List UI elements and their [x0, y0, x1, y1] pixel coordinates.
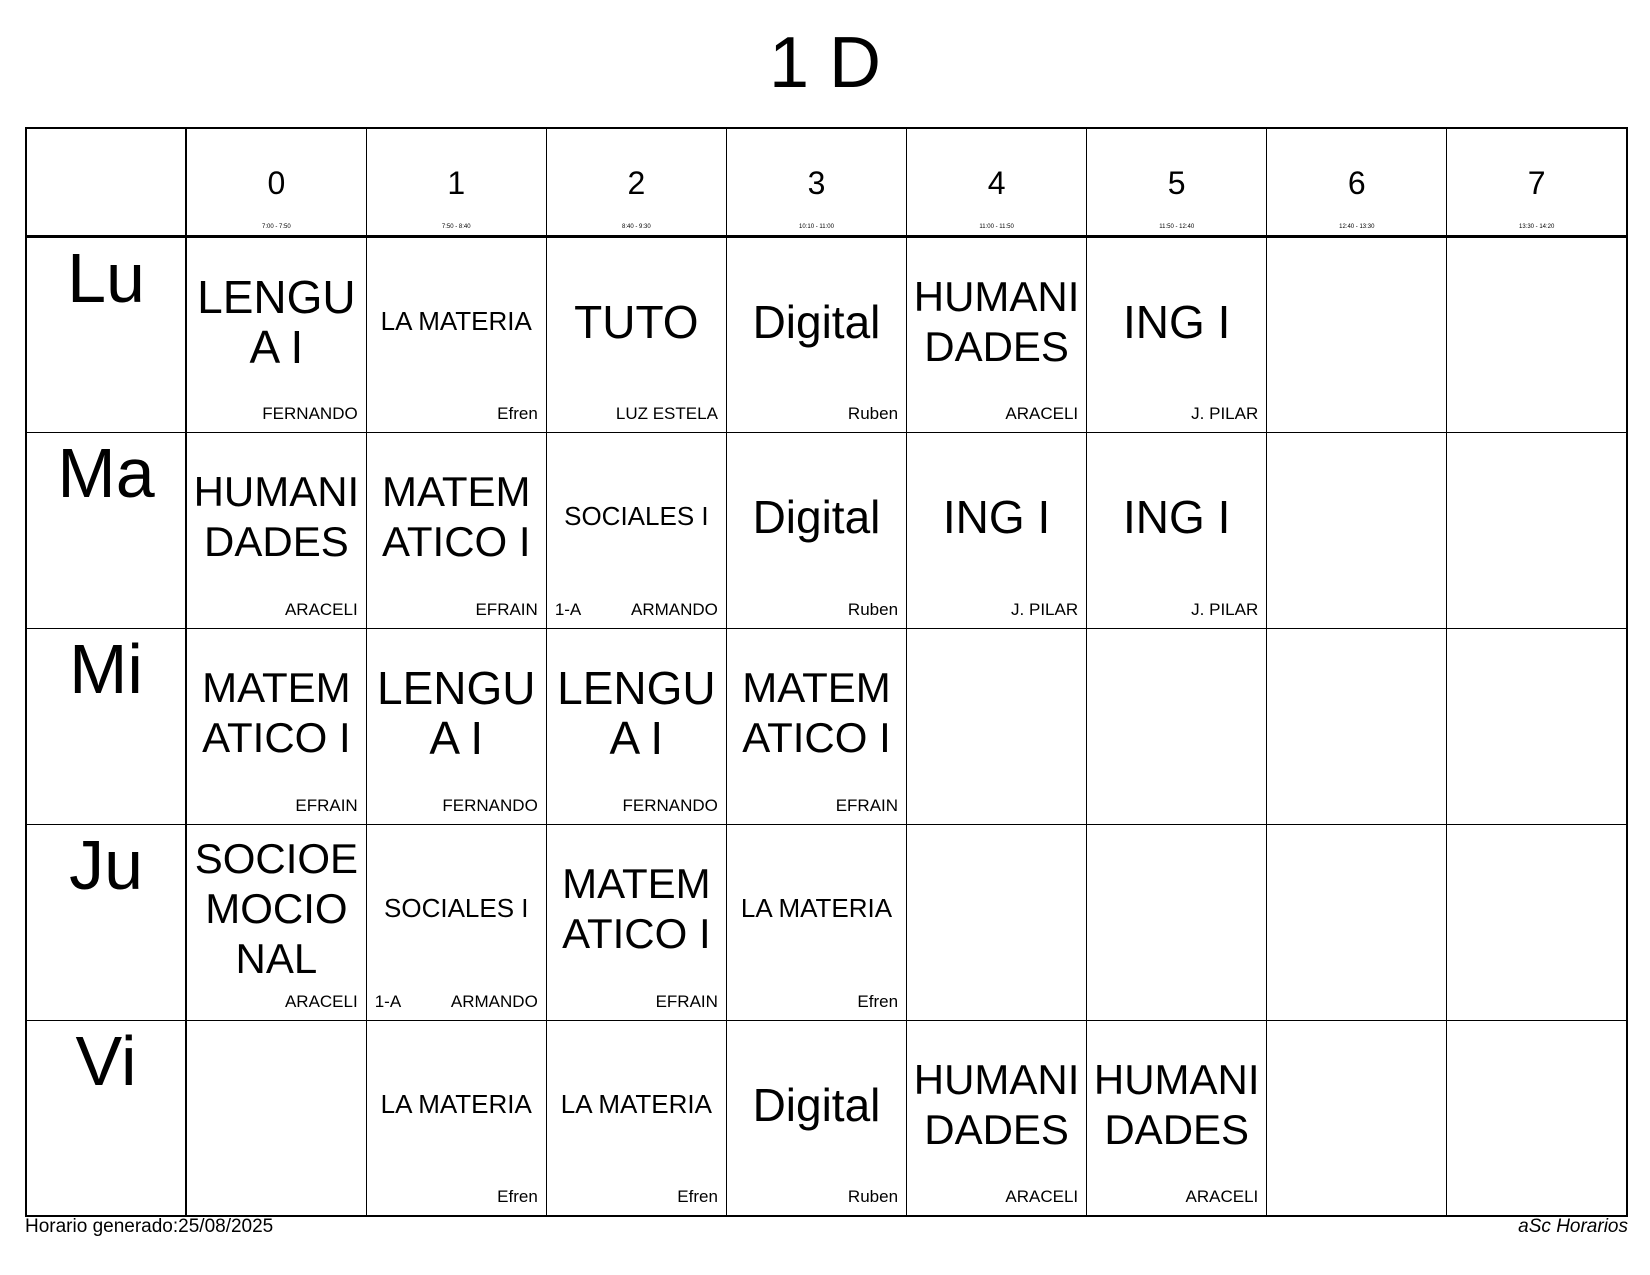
period-number: 7: [1527, 165, 1546, 201]
lesson-cell: [1087, 432, 1267, 628]
empty-cell: [907, 628, 1087, 824]
lesson-cell: [546, 1020, 726, 1216]
lesson-cell: [907, 236, 1087, 432]
subject-name: SOCIOE MOCIO NAL: [194, 835, 359, 982]
subject-name: ING I: [1123, 491, 1231, 543]
group-label: 1-A: [554, 599, 582, 619]
lesson-cell: [1087, 236, 1267, 432]
empty-cell: [1267, 1020, 1447, 1216]
lesson-cell: [726, 824, 906, 1020]
empty-cell: [1447, 628, 1627, 824]
empty-cell: [1087, 628, 1267, 824]
teacher-name: ARACELI: [1005, 1187, 1079, 1206]
empty-cell: [1087, 824, 1267, 1020]
period-time: 11:00 - 11:50: [979, 224, 1014, 230]
teacher-name: Efren: [857, 991, 899, 1011]
subject-name: MATEM ATICO I: [381, 468, 531, 565]
period-number: 1: [447, 165, 466, 201]
subject-name: ING I: [1123, 295, 1231, 348]
subject-name: LA MATERIA: [560, 1088, 712, 1119]
subject-name: MATEM ATICO I: [202, 664, 351, 761]
subject-name: SOCIALES I: [384, 893, 529, 924]
day-row-ju: [26, 824, 1627, 1020]
teacher-name: ARACELI: [284, 991, 358, 1011]
subject-name: HUMANI DADES: [1093, 1055, 1260, 1153]
subject-name: LA MATERIA: [380, 305, 532, 336]
timetable-title: 1 D: [768, 23, 882, 103]
subject-name: TUTO: [574, 295, 699, 348]
empty-cell: [1447, 236, 1627, 432]
teacher-name: J. PILAR: [1011, 599, 1079, 619]
period-header-1: [366, 128, 546, 236]
teacher-name: EFRAIN: [835, 795, 899, 815]
teacher-name: ARMANDO: [450, 991, 538, 1011]
empty-cell: [1447, 432, 1627, 628]
lesson-cell: [1087, 1020, 1267, 1216]
teacher-name: Efren: [497, 403, 538, 423]
period-number: 6: [1347, 165, 1366, 201]
period-header-row: [26, 128, 1627, 236]
lesson-cell: [546, 236, 726, 432]
period-number: 0: [267, 165, 286, 201]
period-header-6: [1267, 128, 1447, 236]
brand-label: aSc Horarios: [1518, 1216, 1628, 1237]
teacher-name: EFRAIN: [475, 599, 538, 619]
day-row-vi: [26, 1020, 1627, 1216]
empty-cell: [1447, 1020, 1627, 1216]
subject-name: MATEM ATICO I: [742, 664, 891, 761]
teacher-name: J. PILAR: [1191, 403, 1259, 423]
period-time: 10:10 - 11:00: [799, 224, 834, 230]
teacher-name: FERNANDO: [622, 795, 718, 815]
day-label: Mi: [26, 628, 186, 824]
lesson-cell: [907, 432, 1087, 628]
lesson-cell: [726, 236, 906, 432]
lesson-cell: [546, 432, 726, 628]
period-time: 11:50 - 12:40: [1159, 224, 1195, 230]
lesson-cell: [366, 1020, 546, 1216]
period-number: 2: [627, 165, 646, 201]
subject-name: LENGU A I: [557, 662, 716, 764]
teacher-name: ARMANDO: [631, 599, 718, 619]
period-time: 7:00 - 7:50: [262, 224, 291, 230]
period-header-3: [726, 128, 906, 236]
teacher-name: Ruben: [847, 599, 899, 619]
empty-cell: [1267, 432, 1447, 628]
empty-cell: [1447, 824, 1627, 1020]
timetable-body: [26, 236, 1627, 1216]
lesson-cell: [186, 236, 366, 432]
day-label: Lu: [26, 236, 186, 432]
period-number: 3: [807, 165, 826, 201]
period-header-7: [1447, 128, 1627, 236]
timetable-grid: [25, 127, 1628, 1217]
teacher-name: FERNANDO: [262, 403, 358, 423]
subject-name: LA MATERIA: [380, 1088, 532, 1119]
lesson-cell: [726, 628, 906, 824]
empty-cell: [1267, 236, 1447, 432]
empty-cell: [1267, 628, 1447, 824]
teacher-name: ARACELI: [1185, 1187, 1259, 1206]
subject-name: HUMANI DADES: [913, 1055, 1080, 1153]
subject-name: Digital: [752, 491, 881, 543]
empty-cell: [186, 1020, 366, 1216]
teacher-name: FERNANDO: [442, 795, 538, 815]
subject-name: ING I: [942, 491, 1051, 543]
period-header-5: [1087, 128, 1267, 236]
lesson-cell: [546, 824, 726, 1020]
lesson-cell: [186, 628, 366, 824]
period-time: 12:40 - 13:30: [1339, 224, 1375, 230]
day-label: Ju: [26, 824, 186, 1020]
period-header-2: [546, 128, 726, 236]
lesson-cell: [907, 1020, 1087, 1216]
period-number: 4: [987, 165, 1006, 201]
day-row-ma: [26, 432, 1627, 628]
teacher-name: J. PILAR: [1191, 599, 1259, 619]
subject-name: HUMANI DADES: [913, 272, 1080, 370]
subject-name: LENGU A I: [377, 662, 536, 764]
subject-name: SOCIALES I: [564, 501, 709, 532]
teacher-name: Ruben: [847, 1187, 899, 1206]
period-time: 13:30 - 14:20: [1518, 224, 1555, 230]
period-header-0: [186, 128, 366, 236]
group-label: 1-A: [374, 991, 402, 1011]
teacher-name: Efren: [497, 1187, 538, 1206]
teacher-name: EFRAIN: [295, 795, 358, 815]
subject-name: Digital: [752, 295, 881, 348]
day-row-mi: [26, 628, 1627, 824]
lesson-cell: [546, 628, 726, 824]
period-header-4: [907, 128, 1087, 236]
lesson-cell: [366, 236, 546, 432]
subject-name: MATEM ATICO I: [562, 860, 711, 957]
lesson-cell: [726, 432, 906, 628]
corner-cell: [26, 128, 186, 236]
teacher-name: EFRAIN: [655, 991, 718, 1011]
period-time: 8:40 - 9:30: [622, 224, 651, 230]
teacher-name: LUZ ESTELA: [615, 403, 718, 423]
teacher-name: ARACELI: [284, 599, 358, 619]
day-label: Ma: [26, 432, 186, 628]
lesson-cell: [366, 628, 546, 824]
day-label: Vi: [26, 1020, 186, 1216]
empty-cell: [907, 824, 1087, 1020]
subject-name: LENGU A I: [197, 270, 356, 373]
lesson-cell: [366, 432, 546, 628]
lesson-cell: [726, 1020, 906, 1216]
lesson-cell: [186, 824, 366, 1020]
empty-cell: [1267, 824, 1447, 1020]
subject-name: LA MATERIA: [740, 893, 893, 924]
generated-date: Horario generado:25/08/2025: [25, 1216, 274, 1237]
teacher-name: Ruben: [847, 403, 899, 423]
subject-name: HUMANI DADES: [193, 468, 360, 565]
teacher-name: Efren: [677, 1187, 718, 1206]
day-row-lu: [26, 236, 1627, 432]
lesson-cell: [366, 824, 546, 1020]
lesson-cell: [186, 432, 366, 628]
period-time: 7:50 - 8:40: [441, 224, 471, 230]
period-number: 5: [1167, 165, 1186, 201]
teacher-name: ARACELI: [1005, 403, 1079, 423]
subject-name: Digital: [752, 1078, 881, 1131]
